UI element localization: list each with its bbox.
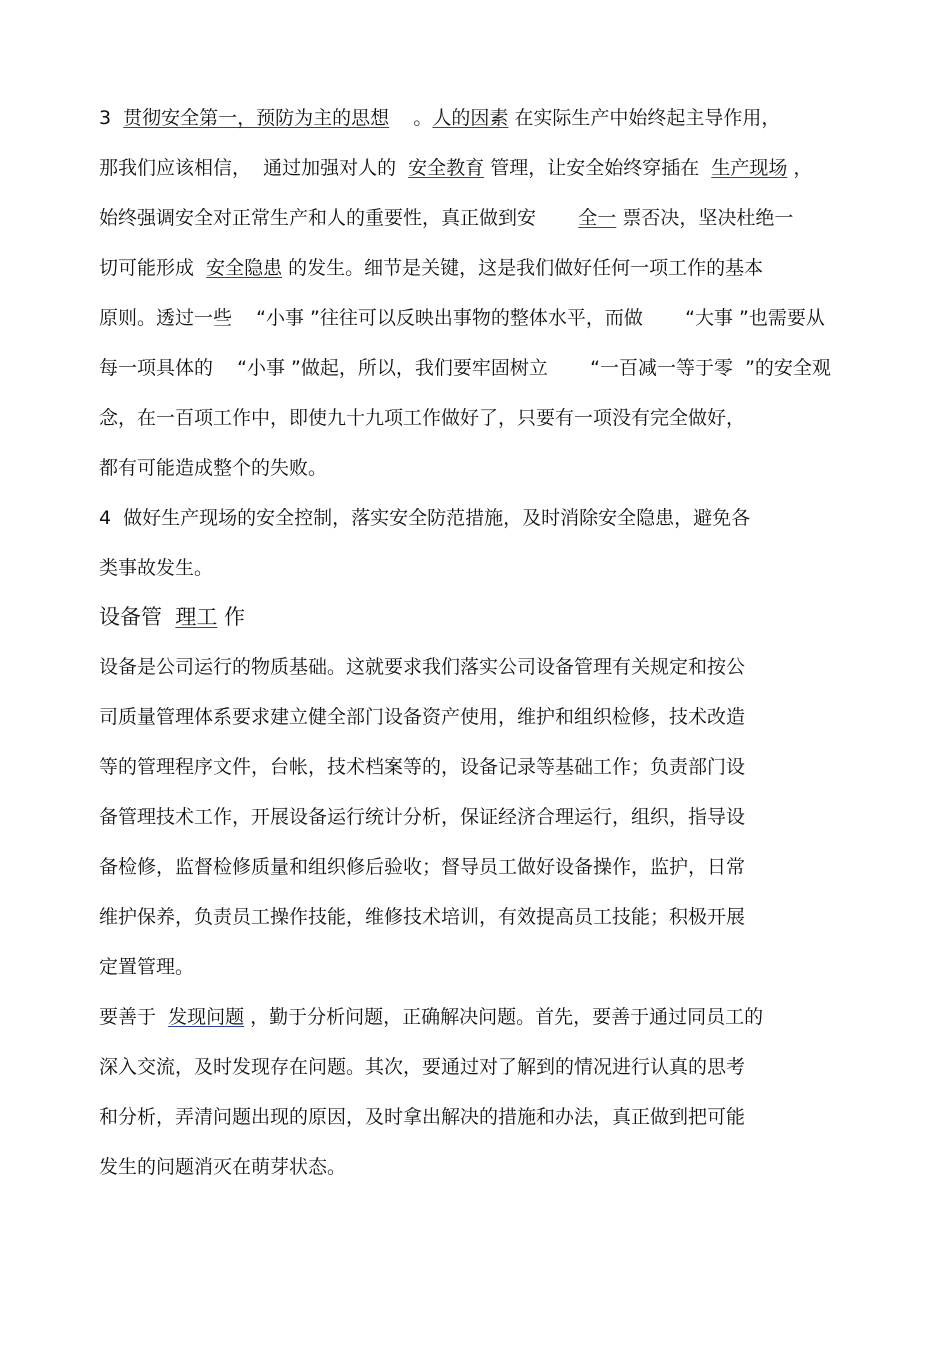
text-run: 在实际生产中始终起主导作用， xyxy=(508,107,781,129)
para1-line8: 都有可能造成整个的失败。 xyxy=(99,457,328,479)
para2-line1: 4 做好生产现场的安全控制，落实安全防范措施，及时消除安全隐患，避免各 xyxy=(99,507,751,529)
underlined-phrase: 安全教育 xyxy=(408,157,485,179)
para3-line4: 备管理技术工作，开展设备运行统计分析，保证经济合理运行，组织，指导设 xyxy=(99,806,746,828)
underlined-phrase: 全一 xyxy=(578,207,617,229)
para3-line7: 定置管理。 xyxy=(99,956,195,978)
para3-line5: 备检修，监督检修质量和组织修后验收；督导员工做好设备操作，监护，日常 xyxy=(99,856,746,878)
para4-line2: 深入交流，及时发现存在问题。其次，要通过对了解到的情况进行认真的思考 xyxy=(99,1056,746,1078)
para3-line1: 设备是公司运行的物质基础。这就要求我们落实公司设备管理有关规定和按公 xyxy=(99,656,746,678)
text-run: 。 xyxy=(389,107,433,129)
underlined-phrase: 发现问题 xyxy=(168,1006,245,1028)
text-run: 作 xyxy=(217,605,246,629)
para4-line4: 发生的问题消灭在萌芽状态。 xyxy=(99,1156,347,1178)
text-run: 那我们应该相信， 通过加强对人的 xyxy=(99,157,409,179)
text-run: 切可能形成 xyxy=(99,257,207,279)
para1-line2 xyxy=(99,155,812,181)
section-heading xyxy=(99,604,245,630)
para3-line2: 司质量管理体系要求建立健全部门设备资产使用，维护和组织检修，技术改造 xyxy=(99,706,746,728)
para1-line6: 每一项具体的 “小事 ”做起，所以，我们要牢固树立 “一百减一等于零 ”的安全观 xyxy=(99,357,831,379)
para4-line3: 和分析，弄清问题出现的原因，及时拿出解决的措施和办法，真正做到把可能 xyxy=(99,1106,746,1128)
para3-line3: 等的管理程序文件，台帐，技术档案等的，设备记录等基础工作；负责部门设 xyxy=(99,756,746,778)
para1-line5: 原则。透过一些 “小事 ”往往可以反映出事物的整体水平，而做 “大事 ”也需要从 xyxy=(99,307,825,329)
para1-line3 xyxy=(99,205,793,231)
underlined-phrase: 理工 xyxy=(175,605,218,629)
para1-line1 xyxy=(99,105,780,131)
underlined-phrase: 生产现场 xyxy=(711,157,788,179)
text-run: 始终强调安全对正常生产和人的重要性，真正做到安 xyxy=(99,207,579,229)
underlined-phrase: 安全隐患 xyxy=(206,257,283,279)
text-run: 3 xyxy=(99,107,124,129)
text-run: 票否决，坚决杜绝一 xyxy=(616,207,794,229)
text-run: 管理，让安全始终穿插在 xyxy=(484,157,712,179)
para2-line2: 类事故发生。 xyxy=(99,557,214,579)
text-run: 的发生。细节是关键，这是我们做好任何一项工作的基本 xyxy=(282,257,764,279)
para3-line6: 维护保养，负责员工操作技能，维修技术培训，有效提高员工技能；积极开展 xyxy=(99,906,746,928)
underlined-phrase: 贯彻安全第一，预防为主的思想 xyxy=(123,107,390,129)
text-run: 要善于 xyxy=(99,1006,169,1028)
para4-line1 xyxy=(99,1004,763,1030)
underlined-phrase: 人的因素 xyxy=(432,107,509,129)
para1-line7: 念，在一百项工作中，即使九十九项工作做好了，只要有一项没有完全做好， xyxy=(99,407,746,429)
text-run: ， xyxy=(787,157,813,179)
text-run: 设备管 xyxy=(99,605,176,629)
para1-line4 xyxy=(99,255,763,281)
text-run: ，勤于分析问题，正确解决问题。首先，要善于通过同员工的 xyxy=(244,1006,764,1028)
